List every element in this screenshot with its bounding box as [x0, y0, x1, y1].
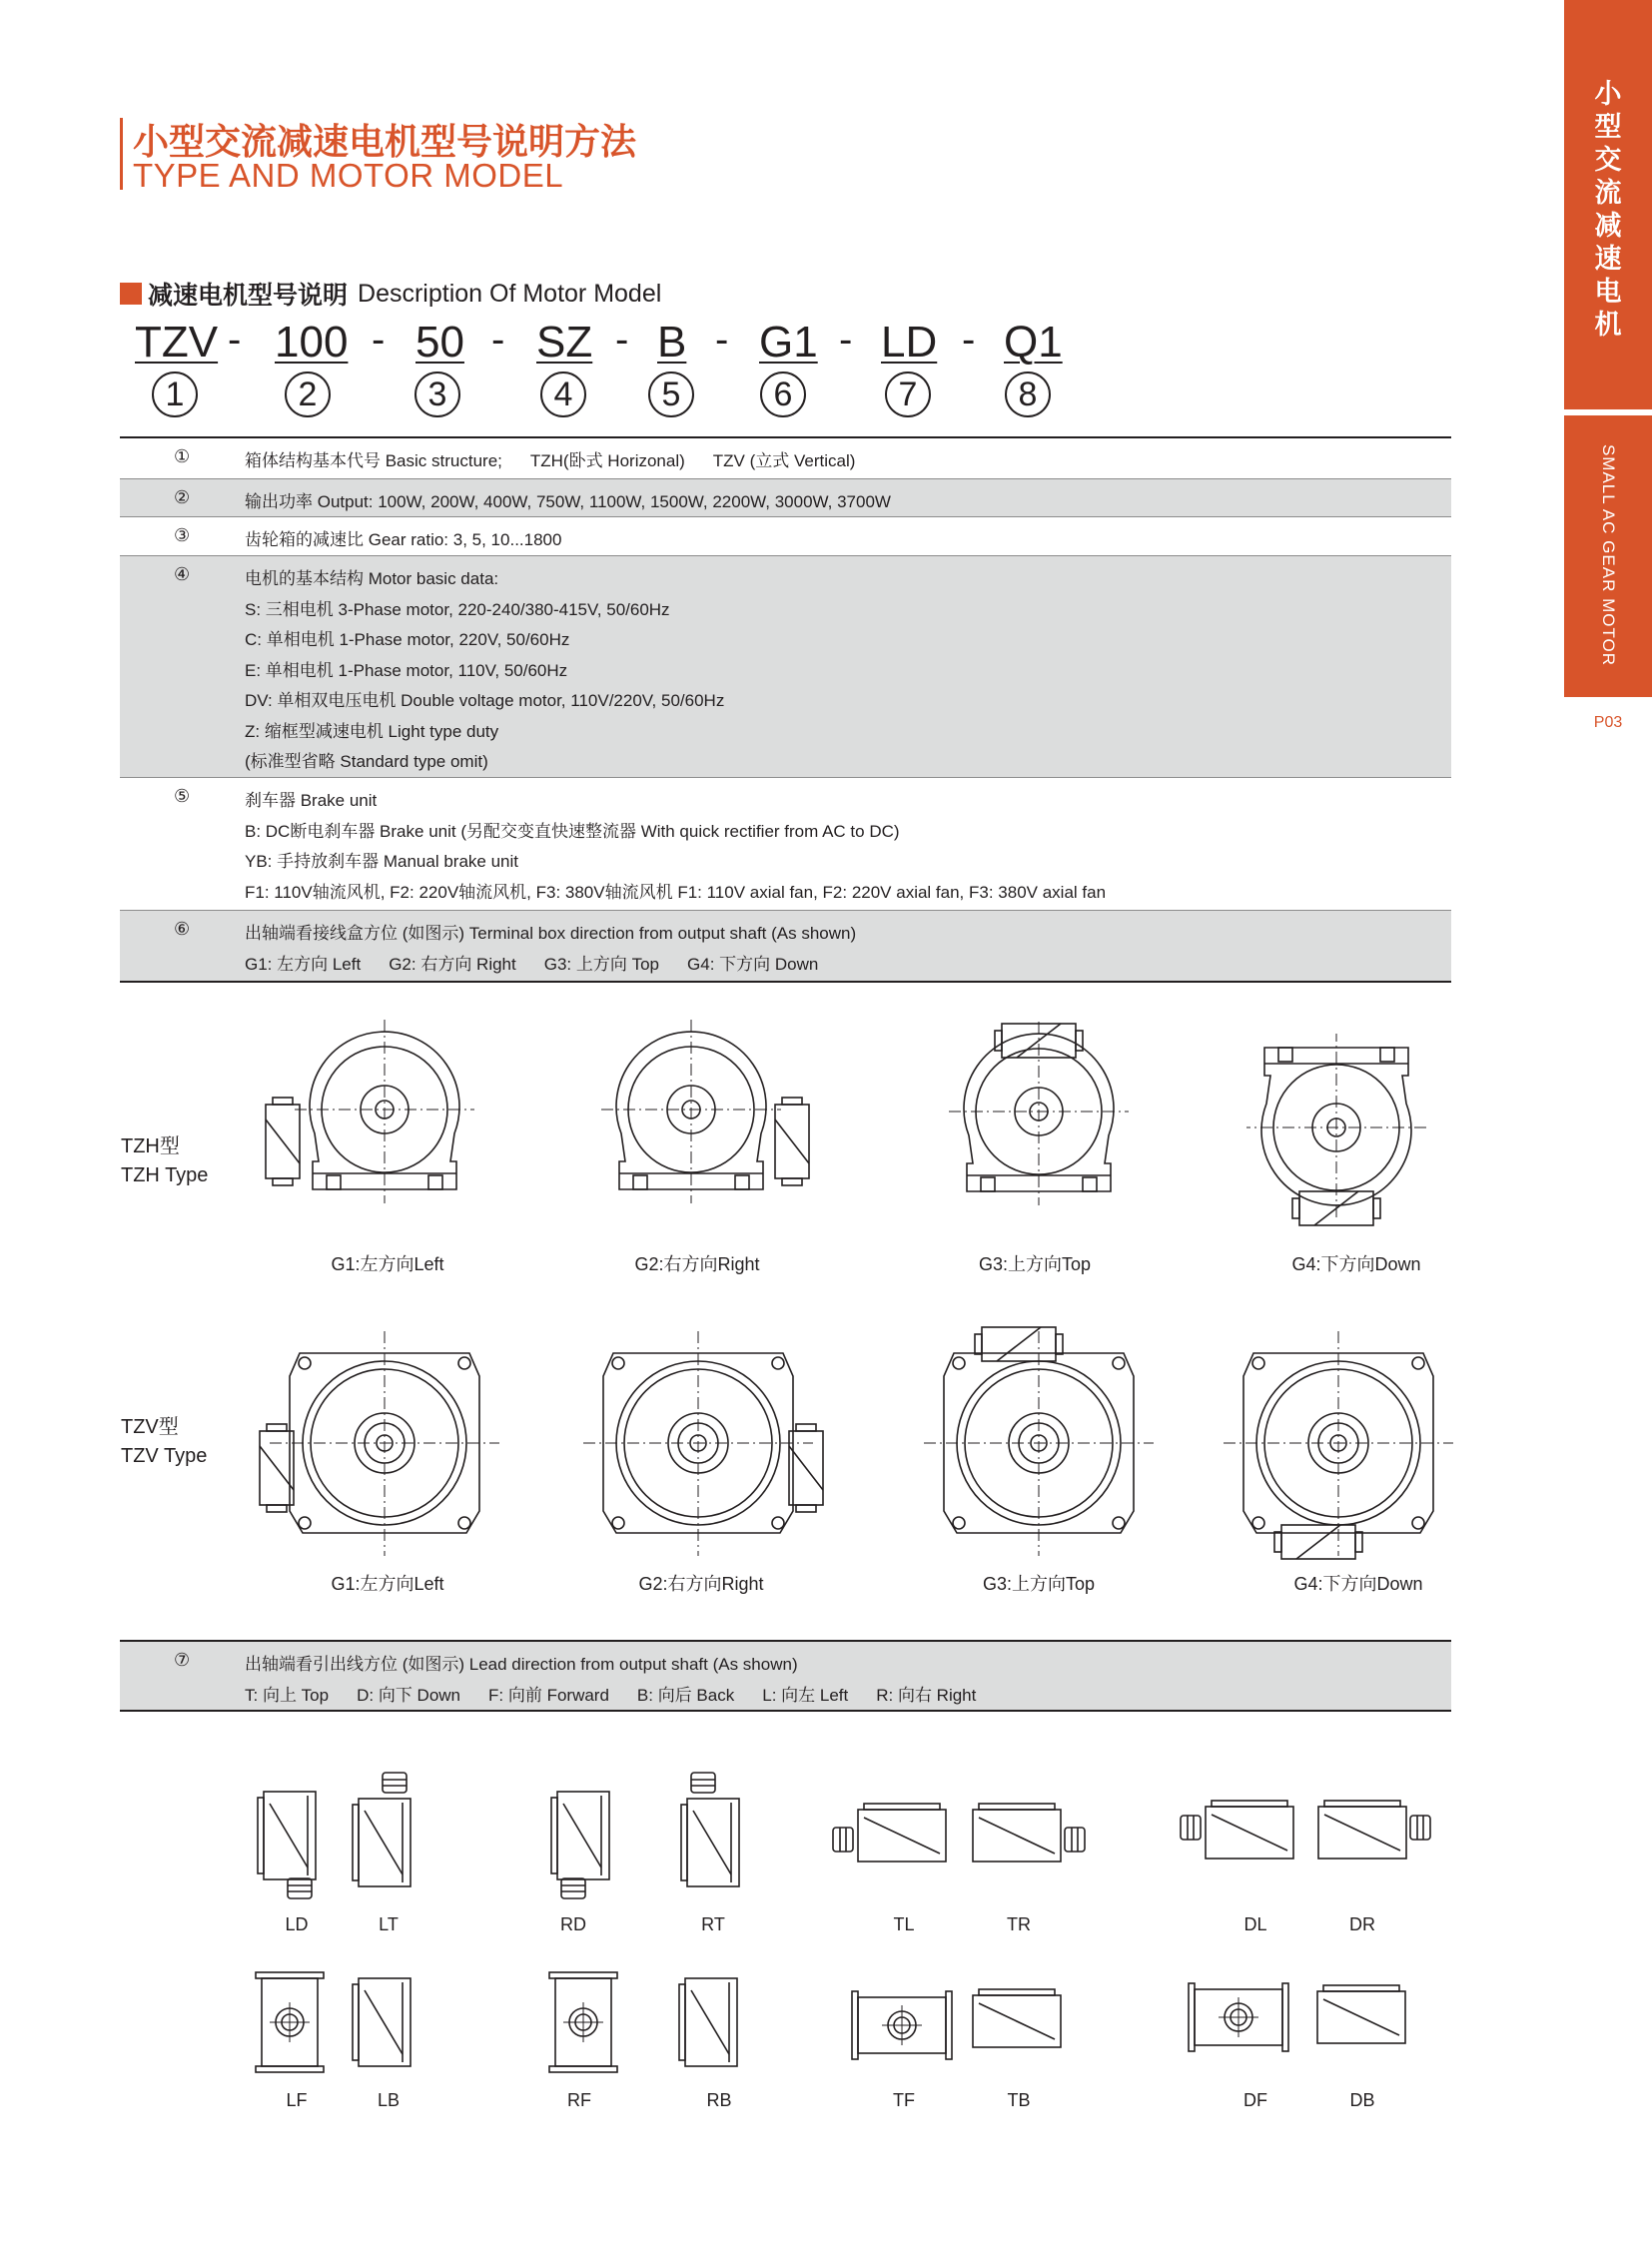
lead-dl-drawing — [1181, 1801, 1293, 1859]
lead-label-df: DF — [1243, 2090, 1267, 2110]
page-number: P03 — [1593, 714, 1623, 731]
circled-number-6: 6 — [760, 372, 806, 417]
row-text: 输出功率 Output: 100W, 200W, 400W, 750W, 1100W, 1500W, 2200W, 3000W, 3700W — [245, 492, 891, 511]
side-title: 小 型 交 流 减 速 电 机 — [1594, 79, 1622, 340]
lead-tl-drawing — [833, 1804, 946, 1862]
tzh-caption-g3: G3:上方向Top — [978, 1254, 1092, 1274]
row-text: 出轴端看引出线方位 (如图示) Lead direction from output shaft (As shown) T: 向上 Top D: 向下 Down F: 向前 Forward B: 向后 Back L: 向左 Left R: 向右 Right — [245, 1655, 977, 1705]
model-separator: - — [615, 318, 629, 362]
lead-label-tf: TF — [893, 2090, 915, 2110]
row-text: 齿轮箱的减速比 Gear ratio: 3, 5, 10...1800 — [245, 530, 562, 549]
row-number: ⑤ — [174, 786, 191, 806]
lead-label-dl: DL — [1243, 1914, 1267, 1934]
tzh-caption-g2: G2:右方向Right — [634, 1254, 760, 1274]
lead-label-rb: RB — [706, 2090, 732, 2110]
tzh-g2-drawing — [601, 1020, 809, 1203]
lead-lf-drawing — [256, 1972, 324, 2072]
lead-db-drawing — [1317, 1985, 1405, 2043]
lead-rf-drawing — [549, 1972, 617, 2072]
lead-label-rf: RF — [567, 2090, 591, 2110]
section-title-cn: 减速电机型号说明 — [148, 282, 349, 310]
lead-label-tb: TB — [1007, 2090, 1031, 2110]
lead-label-lf: LF — [286, 2090, 308, 2110]
tzv-g1-drawing — [260, 1331, 499, 1556]
lead-lt-drawing — [353, 1773, 411, 1886]
tzh-g4-drawing — [1246, 1034, 1426, 1225]
row-number: ① — [174, 446, 191, 466]
tzh-caption-g4: G4:下方向Down — [1291, 1254, 1421, 1274]
circled-number-7: 7 — [885, 372, 931, 417]
lead-tb-drawing — [973, 1989, 1061, 2047]
model-part-2: 100 — [275, 318, 349, 367]
page-title-en: TYPE AND MOTOR MODEL — [133, 157, 564, 194]
lead-label-dr: DR — [1349, 1914, 1375, 1934]
lead-rd-drawing — [551, 1792, 609, 1898]
model-part-4: SZ — [536, 318, 593, 367]
section-title-en: Description Of Motor Model — [358, 279, 662, 308]
model-separator: - — [839, 318, 853, 362]
model-part-3: 50 — [415, 318, 464, 367]
tzh-g1-drawing — [266, 1020, 474, 1203]
lead-dr-drawing — [1318, 1801, 1430, 1859]
tzv-g2-drawing — [583, 1331, 823, 1556]
tzv-caption-g3: G3:上方向Top — [982, 1574, 1096, 1594]
lead-lb-drawing — [353, 1978, 411, 2066]
lead-label-lt: LT — [379, 1914, 399, 1934]
tzh-type-label: TZH型 TZH Type — [121, 1135, 209, 1186]
tzv-caption-g4: G4:下方向Down — [1293, 1574, 1423, 1594]
row-number: ② — [174, 487, 191, 507]
tzv-caption-g2: G2:右方向Right — [638, 1574, 764, 1594]
lead-df-drawing — [1189, 1983, 1288, 2051]
model-separator: - — [228, 318, 242, 362]
model-part-6: G1 — [759, 318, 818, 367]
model-separator: - — [715, 318, 729, 362]
lead-label-tr: TR — [1007, 1914, 1031, 1934]
lead-tf-drawing — [852, 1991, 952, 2059]
tzv-g3-drawing — [924, 1327, 1154, 1556]
tzv-caption-g1: G1:左方向Left — [331, 1574, 444, 1594]
circled-number-8: 8 — [1005, 372, 1051, 417]
row-text: 箱体结构基本代号 Basic structure; TZH(卧式 Horizonal) TZV (立式 Vertical) — [245, 451, 856, 470]
lead-tr-drawing — [973, 1804, 1085, 1862]
tzv-type-label: TZV型 TZV Type — [121, 1416, 208, 1467]
lead-table-bottom-rule — [120, 1710, 1451, 1712]
model-part-5: B — [657, 318, 687, 367]
page-title-cn: 小型交流减速电机型号说明方法 — [133, 121, 637, 162]
lead-label-ld: LD — [285, 1914, 309, 1934]
row-number: ③ — [174, 525, 191, 545]
row-number: ④ — [174, 564, 191, 584]
lead-rt-drawing — [681, 1773, 739, 1886]
model-part-1: TZV — [135, 318, 219, 367]
lead-label-tl: TL — [893, 1914, 915, 1934]
row-text: 电机的基本结构 Motor basic data: S: 三相电机 3-Phase motor, 220-240/380-415V, 50/60Hz C: 单相电机 1-Phase motor, 220V, 50/60Hz E: 单相电机 1-Phase motor, 110V, 50/60Hz DV: 单相双电压电机 Double voltage motor, 110V/220V, 50/60Hz Z: 缩框型减速电机 Light type duty (标准型省略 Standard type omit) — [245, 569, 725, 771]
circled-number-1: 1 — [152, 372, 198, 417]
lead-ld-drawing — [258, 1792, 316, 1898]
model-part-7: LD — [881, 318, 938, 367]
circled-number-4: 4 — [540, 372, 586, 417]
circled-number-2: 2 — [285, 372, 331, 417]
model-separator: - — [491, 318, 505, 362]
row-text: 出轴端看接线盒方位 (如图示) Terminal box direction from output shaft (As shown) G1: 左方向 Left G2: 右方向 Right G3: 上方向 Top G4: 下方向 Down — [245, 924, 857, 974]
lead-label-db: DB — [1349, 2090, 1375, 2110]
lead-label-rd: RD — [560, 1914, 586, 1934]
row-text: 刹车器 Brake unit B: DC断电刹车器 Brake unit (另配交变直快速整流器 With quick rectifier from AC to DC) YB: 手持放刹车器 Manual brake unit F1: 110V轴流风机, F2: 220V轴流风机, F3: 380V轴流风机 F1: 110V axial fan, F2: 220V axial fan, F3: 380V axial fan — [245, 791, 1107, 902]
tzv-g4-drawing — [1224, 1331, 1453, 1559]
circled-number-3: 3 — [414, 372, 460, 417]
lead-rb-drawing — [679, 1978, 737, 2066]
circled-number-5: 5 — [648, 372, 694, 417]
row-number: ⑥ — [174, 919, 191, 939]
row-number: ⑦ — [174, 1650, 191, 1670]
tzh-g3-drawing — [949, 1022, 1129, 1205]
tzh-caption-g1: G1:左方向Left — [331, 1254, 444, 1274]
model-part-8: Q1 — [1004, 318, 1063, 367]
lead-label-rt: RT — [701, 1914, 725, 1934]
model-separator: - — [372, 318, 386, 362]
side-subtitle: SMALL AC GEAR MOTOR — [1599, 443, 1618, 667]
table-row — [120, 1642, 1451, 1710]
model-separator: - — [962, 318, 976, 362]
lead-label-lb: LB — [377, 2090, 401, 2110]
